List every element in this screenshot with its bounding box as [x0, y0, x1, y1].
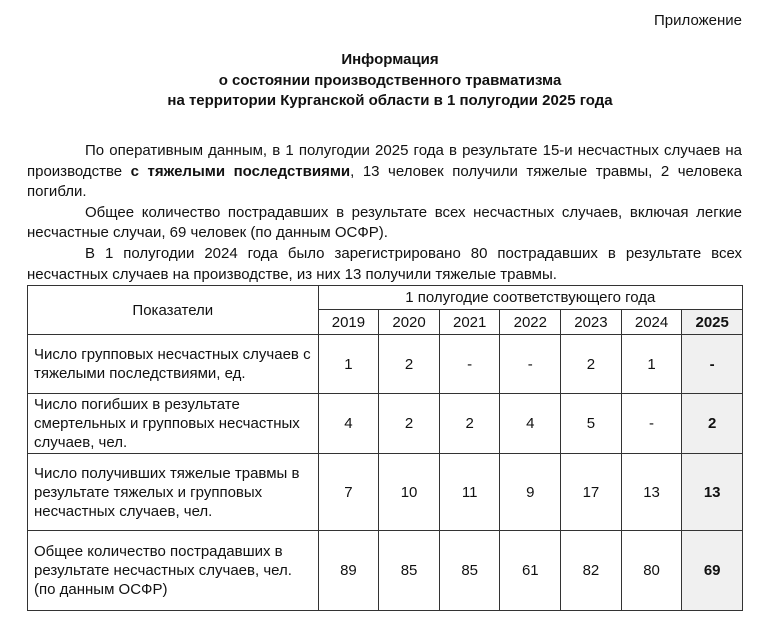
year-header: 2025 — [682, 310, 743, 335]
value-cell: 2 — [561, 335, 622, 394]
paragraph — [27, 141, 742, 203]
text: , 13 человек получили тяжелые травмы, 2 человека погибли. — [27, 162, 742, 201]
text: По оперативным данным, в 1 полугодии 2025 года в результате 15-и несчастных случаев на производстве — [27, 142, 742, 180]
year-header: 2022 — [500, 310, 561, 335]
period-header: 1 полугодие соответствующего года — [318, 286, 742, 310]
value-cell: 1 — [621, 335, 682, 394]
value-cell: - — [621, 394, 682, 454]
row-label: Число погибших в результате смертельных и групповых несчастных случаев, чел. — [28, 394, 319, 454]
title-line: Информация — [341, 51, 439, 68]
value-cell: 80 — [621, 531, 682, 611]
value-cell: 11 — [439, 454, 500, 531]
indicator-header: Показатели — [28, 286, 319, 335]
table-row — [28, 454, 743, 531]
statistics-table — [27, 285, 743, 611]
document-body — [27, 141, 742, 285]
paragraph: Общее количество пострадавших в результате всех несчастных случаев, включая легкие несчастные случаи, 69 человек (по данным ОСФР). — [27, 203, 742, 242]
title-line: на территории Курганской области в 1 полугодии 2025 года — [167, 92, 613, 109]
year-header: 2020 — [379, 310, 440, 335]
row-label: Число получивших тяжелые травмы в результате тяжелых и групповых несчастных случаев, чел. — [28, 454, 319, 531]
table-row — [28, 335, 743, 394]
value-cell: - — [682, 335, 743, 394]
title-line: о состоянии производственного травматизма — [218, 71, 562, 89]
year-header: 2021 — [439, 310, 500, 335]
bold-text: с тяжелыми последствиями — [130, 162, 351, 180]
value-cell: - — [439, 335, 500, 394]
value-cell: 4 — [500, 394, 561, 454]
value-cell: 2 — [439, 394, 500, 454]
value-cell: 7 — [318, 454, 379, 531]
value-cell: 85 — [379, 531, 440, 611]
appendix-label: Приложение — [654, 12, 742, 29]
value-cell: - — [500, 335, 561, 394]
document-title — [0, 50, 760, 112]
value-cell: 10 — [379, 454, 440, 531]
value-cell: 2 — [379, 335, 440, 394]
value-cell: 2 — [682, 394, 743, 454]
value-cell: 5 — [561, 394, 622, 454]
value-cell: 89 — [318, 531, 379, 611]
table-row — [28, 394, 743, 454]
table-row — [28, 531, 743, 611]
value-cell: 4 — [318, 394, 379, 454]
value-cell: 61 — [500, 531, 561, 611]
value-cell: 1 — [318, 335, 379, 394]
value-cell: 2 — [379, 394, 440, 454]
value-cell: 85 — [439, 531, 500, 611]
row-label: Число групповых несчастных случаев с тяжелыми последствиями, ед. — [28, 335, 319, 394]
paragraph: В 1 полугодии 2024 года было зарегистрировано 80 пострадавших в результате всех несчастных случаев на производстве, из них 13 получили тяжелые травмы. — [27, 244, 742, 283]
year-header: 2024 — [621, 310, 682, 335]
value-cell: 9 — [500, 454, 561, 531]
value-cell: 17 — [561, 454, 622, 531]
year-header: 2023 — [561, 310, 622, 335]
value-cell: 13 — [682, 454, 743, 531]
row-label: Общее количество пострадавших в результате несчастных случаев, чел. (по данным ОСФР) — [28, 531, 319, 611]
value-cell: 69 — [682, 531, 743, 611]
value-cell: 82 — [561, 531, 622, 611]
value-cell: 13 — [621, 454, 682, 531]
year-header: 2019 — [318, 310, 379, 335]
